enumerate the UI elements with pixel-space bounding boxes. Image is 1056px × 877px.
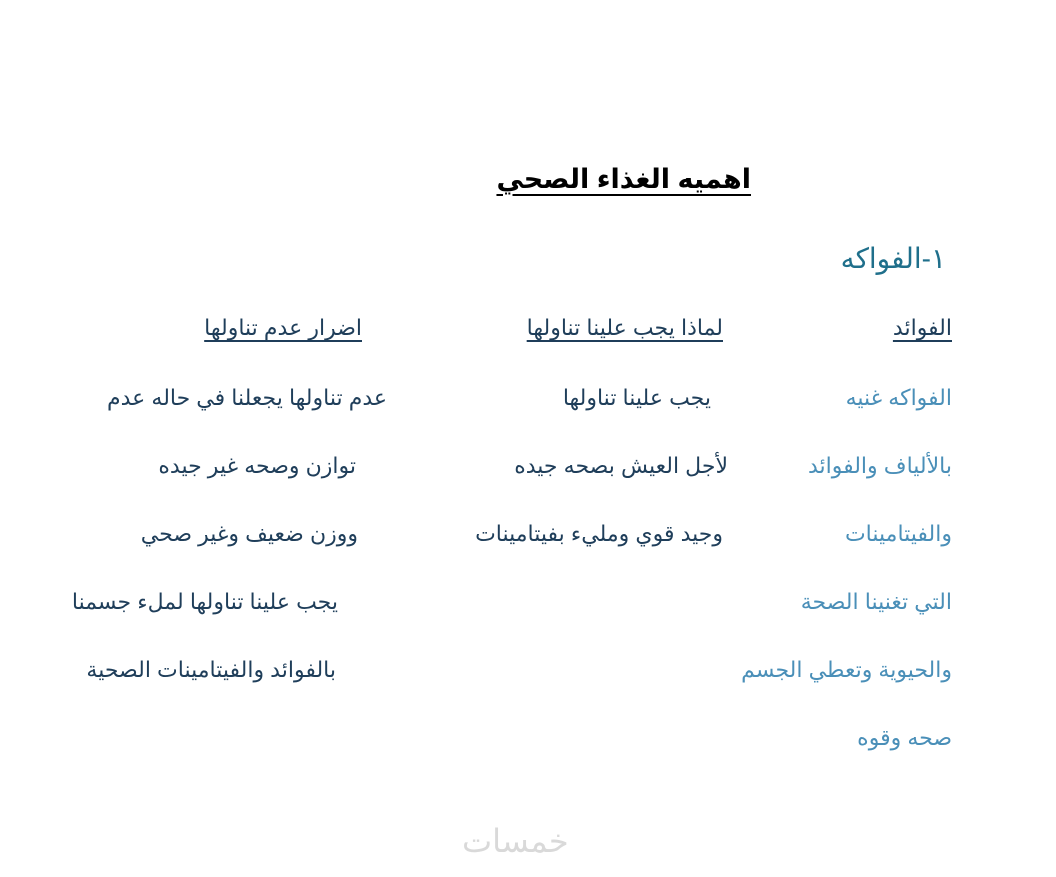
column-header-why-eat: لماذا يجب علينا تناولها xyxy=(526,315,723,340)
harms-line: عدم تناولها يجعلنا في حاله عدم xyxy=(106,385,387,410)
benefits-line: بالألياف والفوائد xyxy=(807,453,952,478)
harms-line: توازن وصحه غير جيده xyxy=(158,453,356,478)
page-title: اهميه الغذاء الصحي xyxy=(496,164,751,194)
why-eat-line: وجيد قوي ومليء بفيتامينات xyxy=(475,521,723,546)
column-header-harms: اضرار عدم تناولها xyxy=(204,315,362,340)
benefits-line: والفيتامينات xyxy=(844,521,952,546)
benefits-line: الفواكه غنيه xyxy=(845,385,952,410)
section-heading-fruits: ١-الفواكه xyxy=(840,243,946,274)
column-header-benefits: الفوائد xyxy=(892,315,952,340)
harms-line: بالفوائد والفيتامينات الصحية xyxy=(86,657,336,682)
harms-line: يجب علينا تناولها لملء جسمنا xyxy=(71,589,338,614)
benefits-line: والحيوية وتعطي الجسم xyxy=(741,657,952,682)
benefits-line: التي تغنينا الصحة xyxy=(800,589,952,614)
why-eat-line: يجب علينا تناولها xyxy=(562,385,711,410)
why-eat-line: لأجل العيش بصحه جيده xyxy=(514,453,728,478)
benefits-line: صحه وقوه xyxy=(857,725,952,750)
watermark-logo: خمسات xyxy=(462,822,569,860)
harms-line: ووزن ضعيف وغير صحي xyxy=(140,521,358,546)
